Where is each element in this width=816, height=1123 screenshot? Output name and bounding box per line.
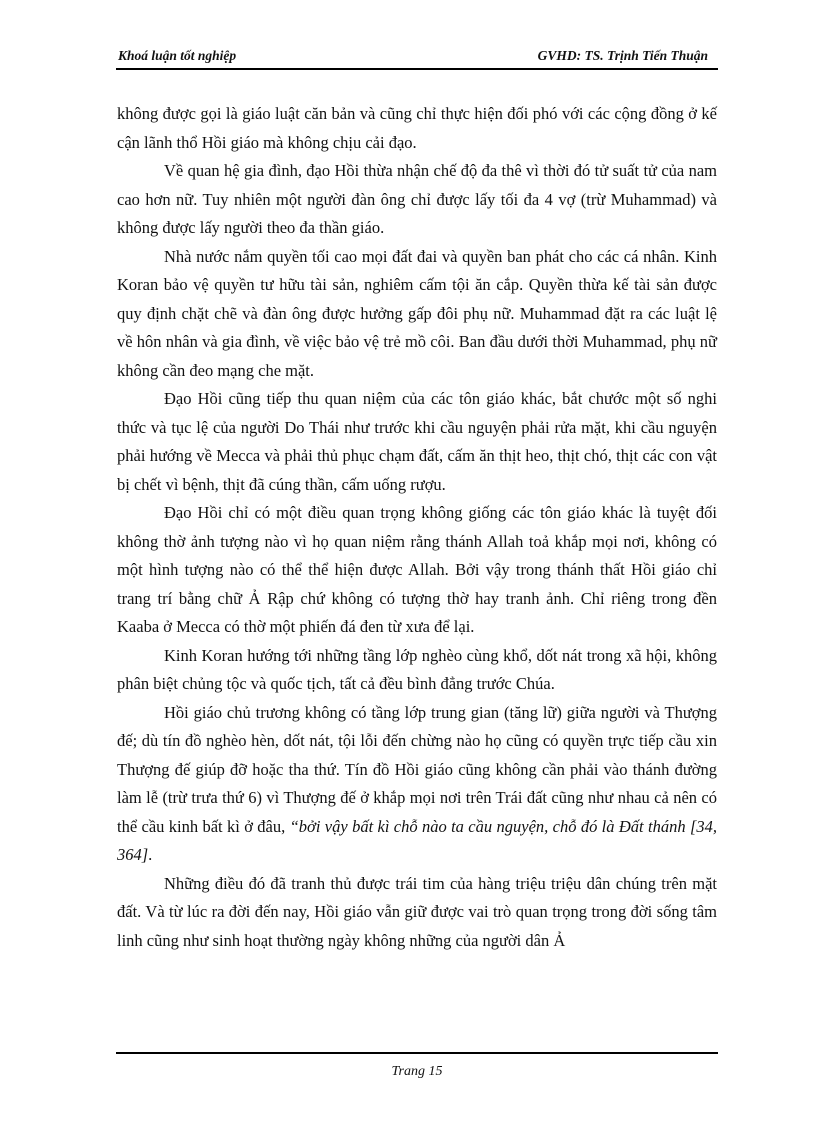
paragraph-5: Đạo Hồi chỉ có một điều quan trọng không giống các tôn giáo khác là tuyệt đối không thờ ảnh tượng nào vì họ quan niệm rằng thánh Allah toả khắp mọi nơi, không có một hình tượng nào có thể thể hiện được Allah. Bởi vậy trong thánh thất Hồi giáo chỉ trang trí bằng chữ Ả Rập chứ không có tượng thờ hay tranh ảnh. Chỉ riêng trong đền Kaaba ở Mecca có thờ một phiến đá đen từ xưa để lại. xyxy=(117,503,717,636)
header-thesis-title: Khoá luận tốt nghiệp xyxy=(118,48,237,63)
paragraph-8: Những điều đó đã tranh thủ được trái tim của hàng triệu triệu dân chúng trên mặt đất. Và từ lúc ra đời đến nay, Hồi giáo vẫn giữ được vai trò quan trọng trong đời sống tâm linh cũng như sinh hoạt thường ngày không những của người dân Ả xyxy=(117,873,717,950)
document-body xyxy=(117,100,717,955)
paragraph-2: Về quan hệ gia đình, đạo Hồi thừa nhận chế độ đa thê vì thời đó tử suất tử của nam cao hơn nữ. Tuy nhiên một người đàn ông chỉ được lấy tối đa 4 vợ (trừ Muhammad) và không được lấy người theo đa thần giáo. xyxy=(117,161,717,237)
paragraph-7 xyxy=(117,699,717,870)
header-supervisor: GVHD: TS. Trịnh Tiến Thuận xyxy=(537,48,708,63)
paragraph-1: không được gọi là giáo luật căn bản và cũng chỉ thực hiện đối phó với các cộng đồng ở kế cận lãnh thổ Hồi giáo mà không chịu cải đạo. xyxy=(117,104,717,152)
paragraph-7-text: Hồi giáo chủ trương không có tầng lớp trung gian (tăng lữ) giữa người và Thượng đế; dù tín đồ nghèo hèn, dốt nát, tội lỗi đến chừng nào họ cũng có quyền trực tiếp cầu xin Thượng đế giúp đỡ hoặc tha thứ. Tín đồ Hồi giáo cũng không cần phải vào thánh đường làm lễ (trừ trưa thứ 6) vì Thượng đế ở khắp mọi nơi trên Trái đất cũng như nhau cả nên có thể cầu kinh bất kì ở đâu, xyxy=(117,702,717,836)
page-footer xyxy=(116,1052,718,1080)
paragraph-7-quote: “bởi vậy bất kì chỗ nào ta cầu nguyện, chỗ đó là Đất thánh [34, 364] xyxy=(117,816,717,864)
page-header xyxy=(116,44,718,70)
paragraph-6: Kinh Koran hướng tới những tầng lớp nghèo cùng khổ, dốt nát trong xã hội, không phân biệt chủng tộc và quốc tịch, tất cả đều bình đẳng trước Chúa. xyxy=(117,645,717,693)
paragraph-3: Nhà nước nắm quyền tối cao mọi đất đai và quyền ban phát cho các cá nhân. Kinh Koran bảo vệ quyền tư hữu tài sản, nghiêm cấm tội ăn cắp. Quyền thừa kế tài sản được quy định chặt chẽ và đàn ông được hưởng gấp đôi phụ nữ. Muhammad đặt ra các luật lệ về hôn nhân và gia đình, về việc bảo vệ trẻ mồ côi. Ban đầu dưới thời Muhammad, phụ nữ không cần đeo mạng che mặt. xyxy=(117,246,717,380)
paragraph-4: Đạo Hồi cũng tiếp thu quan niệm của các tôn giáo khác, bắt chước một số nghi thức và tục lệ của người Do Thái như trước khi cầu nguyện phải rửa mặt, khi cầu nguyện phải hướng về Mecca và phải thủ phục chạm đất, cấm ăn thịt heo, thịt chó, thịt các con vật bị chết vì bệnh, thịt đã cúng thần, cấm uống rượu. xyxy=(117,389,717,494)
paragraph-7-end: . xyxy=(148,845,153,864)
page-number: Trang 15 xyxy=(391,1064,443,1079)
